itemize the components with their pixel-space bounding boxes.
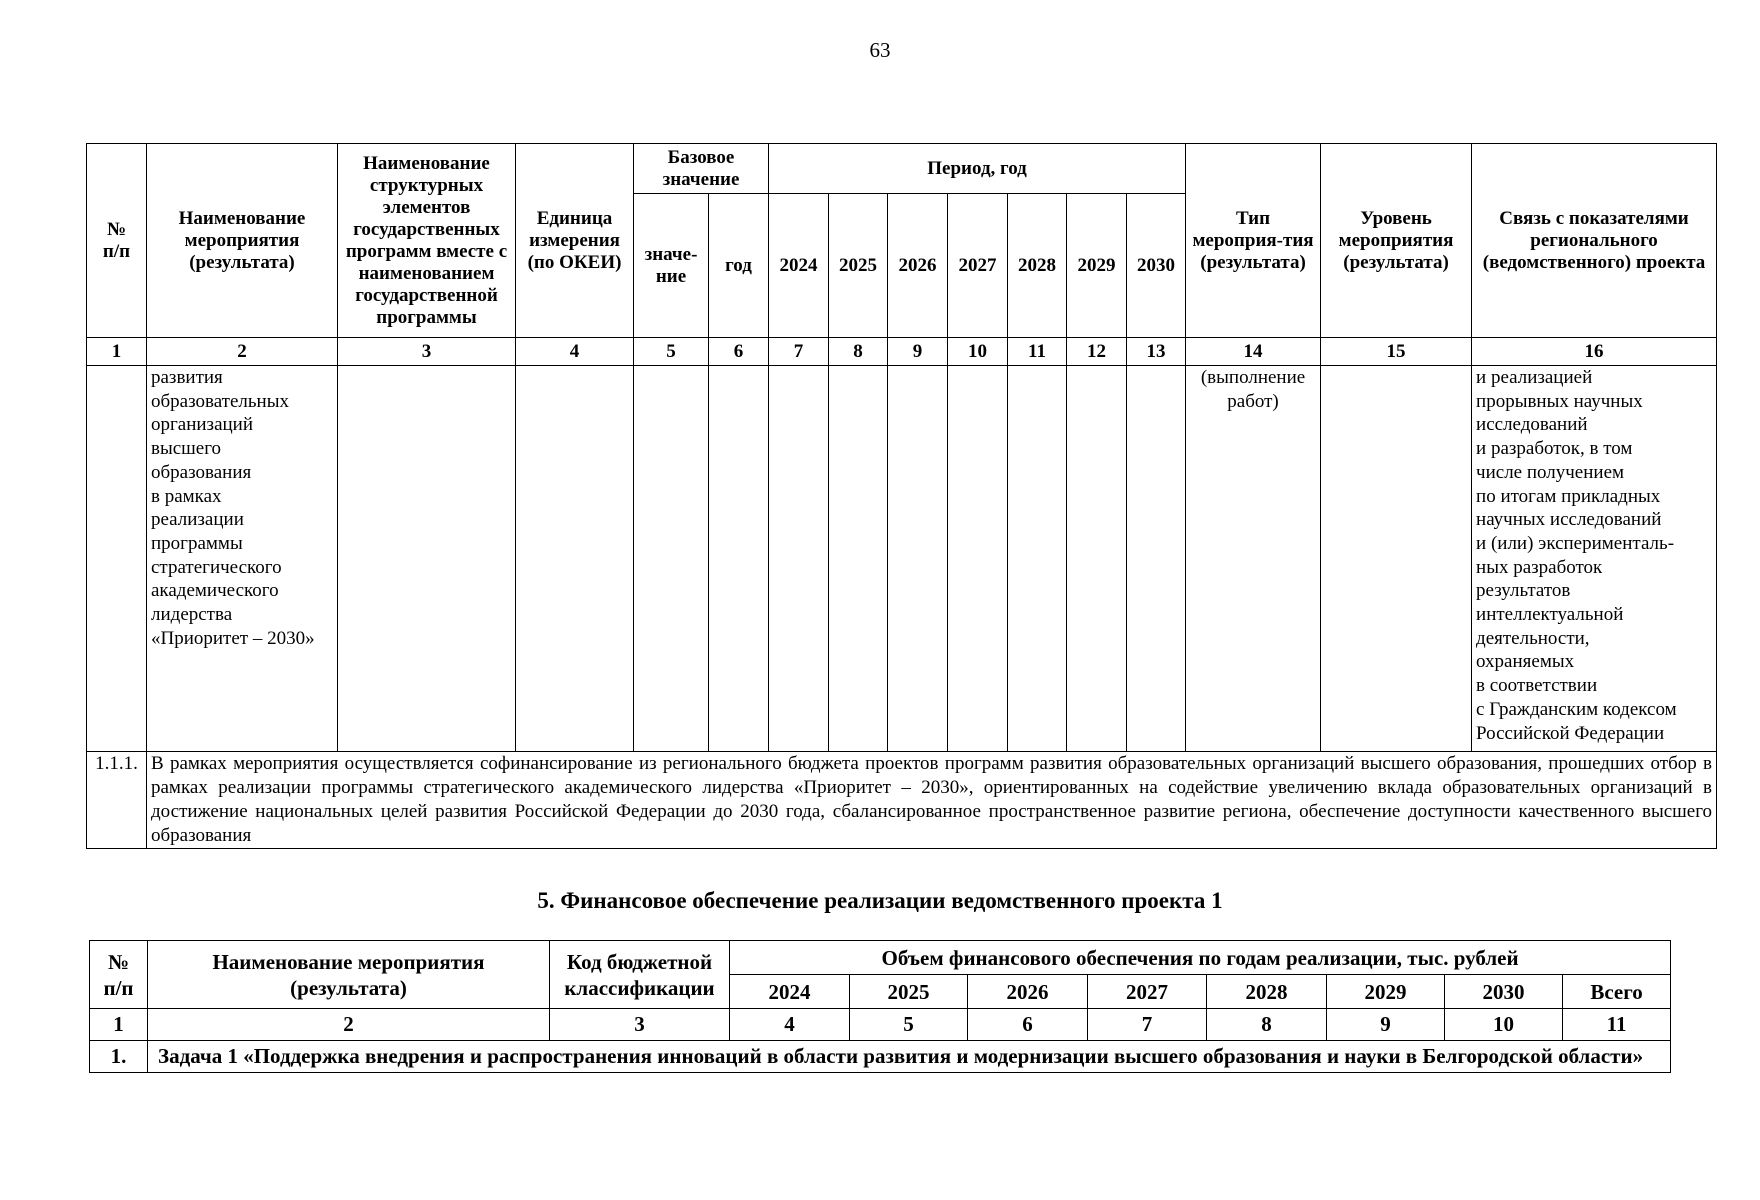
col-header-year: 2025 xyxy=(829,194,888,338)
col-header-year: 2029 xyxy=(1067,194,1127,338)
cell-base-year xyxy=(709,366,769,752)
cell-activity-level xyxy=(1321,366,1472,752)
column-number: 6 xyxy=(709,338,769,366)
task-text: Задача 1 «Поддержка внедрения и распространения инноваций в области развития и модернизации высшего образования и науки в Белгородской области» xyxy=(148,1041,1671,1073)
note-index: 1.1.1. xyxy=(87,752,147,849)
financing-table xyxy=(89,940,1671,1073)
col-header-code: Код бюджетной классификации xyxy=(550,941,730,1009)
cell-num xyxy=(87,366,147,752)
column-number: 2 xyxy=(148,1009,550,1041)
column-numbers-row xyxy=(87,338,1717,366)
cell-base-value xyxy=(634,366,709,752)
column-number: 9 xyxy=(1327,1009,1445,1041)
cell-year xyxy=(1067,366,1127,752)
section-title: 5. Финансовое обеспечение реализации ведомственного проекта 1 xyxy=(537,888,1223,913)
cell-unit xyxy=(516,366,634,752)
col-header-structural: Наименование структурных элементов государственных программ вместе с наименованием государственной программы xyxy=(338,144,516,338)
column-number: 7 xyxy=(769,338,829,366)
column-number: 14 xyxy=(1186,338,1321,366)
column-number: 8 xyxy=(829,338,888,366)
task-row xyxy=(90,1041,1671,1073)
col-header-base-year: год xyxy=(709,194,769,338)
activities-table xyxy=(86,143,1717,849)
col-header-year: 2028 xyxy=(1008,194,1067,338)
col-header-year: 2029 xyxy=(1327,975,1445,1009)
column-number: 1 xyxy=(87,338,147,366)
cell-structural xyxy=(338,366,516,752)
table-row xyxy=(87,366,1717,752)
column-number: 8 xyxy=(1207,1009,1327,1041)
cell-year xyxy=(1008,366,1067,752)
col-header-year: 2024 xyxy=(769,194,829,338)
cell-year xyxy=(829,366,888,752)
col-header-year: 2030 xyxy=(1445,975,1563,1009)
col-header-year: 2027 xyxy=(948,194,1008,338)
column-number: 6 xyxy=(968,1009,1088,1041)
task-index: 1. xyxy=(90,1041,148,1073)
column-number: 11 xyxy=(1008,338,1067,366)
column-number: 10 xyxy=(948,338,1008,366)
col-header-year: 2028 xyxy=(1207,975,1327,1009)
cell-year xyxy=(769,366,829,752)
column-number: 3 xyxy=(338,338,516,366)
column-number: 3 xyxy=(550,1009,730,1041)
col-header-year: 2026 xyxy=(968,975,1088,1009)
header-row-1 xyxy=(87,144,1717,194)
col-header-volume: Объем финансового обеспечения по годам реализации, тыс. рублей xyxy=(730,941,1671,975)
column-number: 2 xyxy=(147,338,338,366)
cell-year xyxy=(888,366,948,752)
column-number: 16 xyxy=(1472,338,1717,366)
col-header-name: Наименование мероприятия (результата) xyxy=(148,941,550,1009)
column-number: 15 xyxy=(1321,338,1472,366)
col-header-num: № п/п xyxy=(87,144,147,338)
col-header-base-value: значе-ние xyxy=(634,194,709,338)
cell-link: и реализацией прорывных научных исследований и разработок, в том числе получением по итогам прикладных научных исследований и (или) эксперименталь- ных разработок результатов интеллектуальной деятельности, охраняемых в соответствии с Гражданским кодексом Российской Федерации xyxy=(1472,366,1717,752)
column-number: 7 xyxy=(1088,1009,1207,1041)
col-header-year: 2027 xyxy=(1088,975,1207,1009)
column-number: 4 xyxy=(516,338,634,366)
header-row-1 xyxy=(90,941,1671,975)
col-header-link: Связь с показателями регионального (ведомственного) проекта xyxy=(1472,144,1717,338)
column-number: 1 xyxy=(90,1009,148,1041)
col-header-type: Тип мероприя-тия (результата) xyxy=(1186,144,1321,338)
column-number: 4 xyxy=(730,1009,850,1041)
col-header-name: Наименование мероприятия (результата) xyxy=(147,144,338,338)
column-number: 9 xyxy=(888,338,948,366)
cell-year xyxy=(948,366,1008,752)
col-header-unit: Единица измерения (по ОКЕИ) xyxy=(516,144,634,338)
cell-year xyxy=(1127,366,1186,752)
note-row xyxy=(87,752,1717,849)
column-number: 5 xyxy=(850,1009,968,1041)
col-header-period: Период, год xyxy=(769,144,1186,194)
col-header-year: 2026 xyxy=(888,194,948,338)
cell-activity-type: (выполнение работ) xyxy=(1186,366,1321,752)
column-number: 5 xyxy=(634,338,709,366)
page-number: 63 xyxy=(869,38,891,62)
col-header-year: 2025 xyxy=(850,975,968,1009)
col-header-year: 2024 xyxy=(730,975,850,1009)
col-header-num: № п/п xyxy=(90,941,148,1009)
note-text: В рамках мероприятия осуществляется софинансирование из регионального бюджета проектов программ развития образовательных организаций высшего образования, прошедших отбор в рамках реализации программы стратегического академического лидерства «Приоритет – 2030», ориентированных на содействие увеличению вклада образовательных организаций в достижение национальных целей развития Российской Федерации до 2030 года, сбалансированное пространственное развитие региона, обеспечение доступности качественного высшего образования xyxy=(147,752,1717,849)
col-header-base: Базовое значение xyxy=(634,144,769,194)
col-header-total: Всего xyxy=(1563,975,1671,1009)
column-number: 11 xyxy=(1563,1009,1671,1041)
col-header-year: 2030 xyxy=(1127,194,1186,338)
col-header-level: Уровень мероприятия (результата) xyxy=(1321,144,1472,338)
column-number: 13 xyxy=(1127,338,1186,366)
column-number: 10 xyxy=(1445,1009,1563,1041)
column-number: 12 xyxy=(1067,338,1127,366)
column-numbers-row xyxy=(90,1009,1671,1041)
cell-activity-name: развития образовательных организаций высшего образования в рамках реализации программы стратегического академического лидерства «Приоритет – 2030» xyxy=(147,366,338,752)
